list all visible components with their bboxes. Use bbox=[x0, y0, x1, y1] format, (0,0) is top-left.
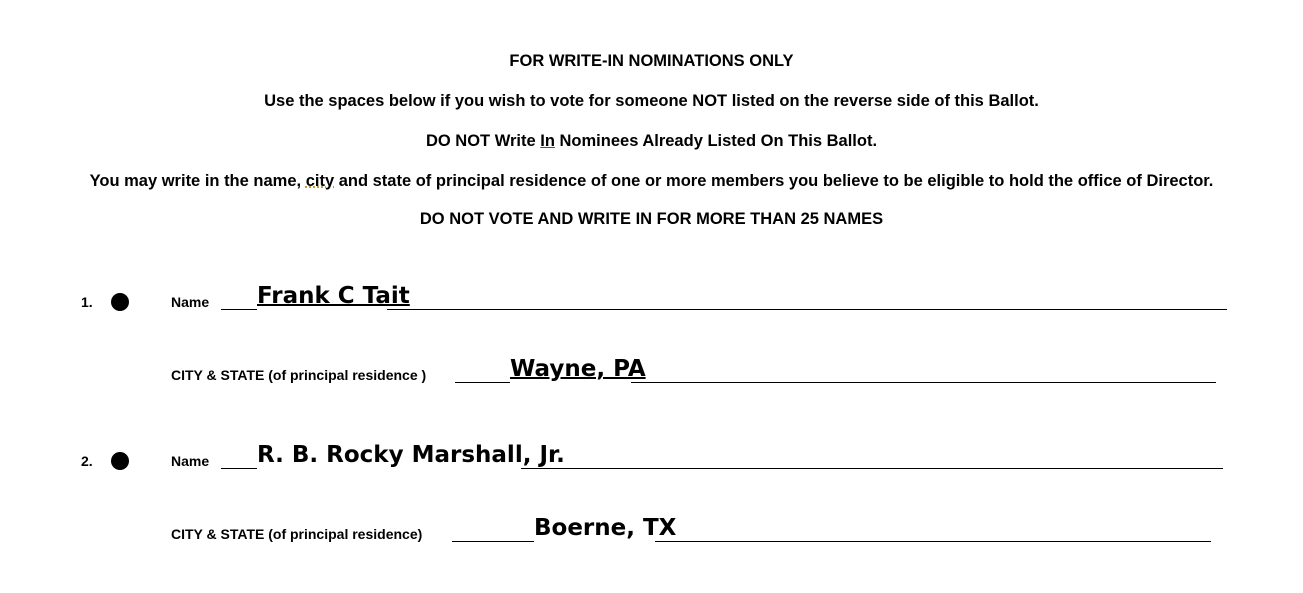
guidance-text-city: city bbox=[305, 172, 335, 190]
city-underline-lead-1 bbox=[455, 382, 510, 383]
do-not-write-in-warning bbox=[0, 131, 1303, 151]
name-label-1: Name bbox=[171, 294, 210, 310]
filled-bubble-1[interactable] bbox=[111, 293, 129, 311]
city-state-field-2[interactable] bbox=[171, 510, 1216, 550]
write-in-guidance bbox=[0, 171, 1303, 191]
city-state-field-1[interactable] bbox=[171, 351, 1221, 391]
ballot-title: FOR WRITE-IN NOMINATIONS ONLY bbox=[509, 52, 794, 70]
city-underline-lead-2 bbox=[452, 541, 534, 542]
entry-number-1: 1. bbox=[81, 294, 93, 310]
city-state-value-1: Wayne, PA bbox=[510, 356, 646, 382]
city-state-value-2: Boerne, TX bbox=[534, 515, 677, 541]
name-value-2: R. B. Rocky Marshall, Jr. bbox=[257, 442, 565, 468]
city-underline-tail-1 bbox=[631, 382, 1216, 383]
warning-text-end: Nominees Already Listed On This Ballot. bbox=[554, 132, 878, 150]
guidance-text-end: and state of principal residence of one or more members you believe to be eligible to hold the office of Director. bbox=[334, 172, 1214, 190]
name-underline-lead-1 bbox=[221, 309, 257, 310]
name-label-2: Name bbox=[171, 453, 210, 469]
city-underline-tail-2 bbox=[655, 541, 1211, 542]
name-underline-lead-2 bbox=[221, 468, 257, 469]
name-underline-tail-1 bbox=[387, 309, 1227, 310]
write-in-instruction: Use the spaces below if you wish to vote for someone NOT listed on the reverse side of this Ballot. bbox=[264, 92, 1039, 110]
name-value-1: Frank C Tait bbox=[257, 283, 410, 309]
city-state-label-2: CITY & STATE (of principal residence) bbox=[171, 526, 423, 542]
name-field-2[interactable] bbox=[171, 437, 1227, 477]
warning-text-start: DO NOT Write bbox=[425, 132, 541, 150]
warning-text-in: In bbox=[540, 132, 555, 150]
name-underline-tail-2 bbox=[521, 468, 1223, 469]
filled-bubble-2[interactable] bbox=[111, 452, 129, 470]
city-state-label-1: CITY & STATE (of principal residence ) bbox=[171, 367, 427, 383]
name-field-1[interactable] bbox=[171, 278, 1231, 318]
guidance-text-start: You may write in the name, bbox=[89, 172, 306, 190]
entry-number-2: 2. bbox=[81, 453, 93, 469]
vote-limit-warning: DO NOT VOTE AND WRITE IN FOR MORE THAN 25 NAMES bbox=[419, 210, 884, 228]
